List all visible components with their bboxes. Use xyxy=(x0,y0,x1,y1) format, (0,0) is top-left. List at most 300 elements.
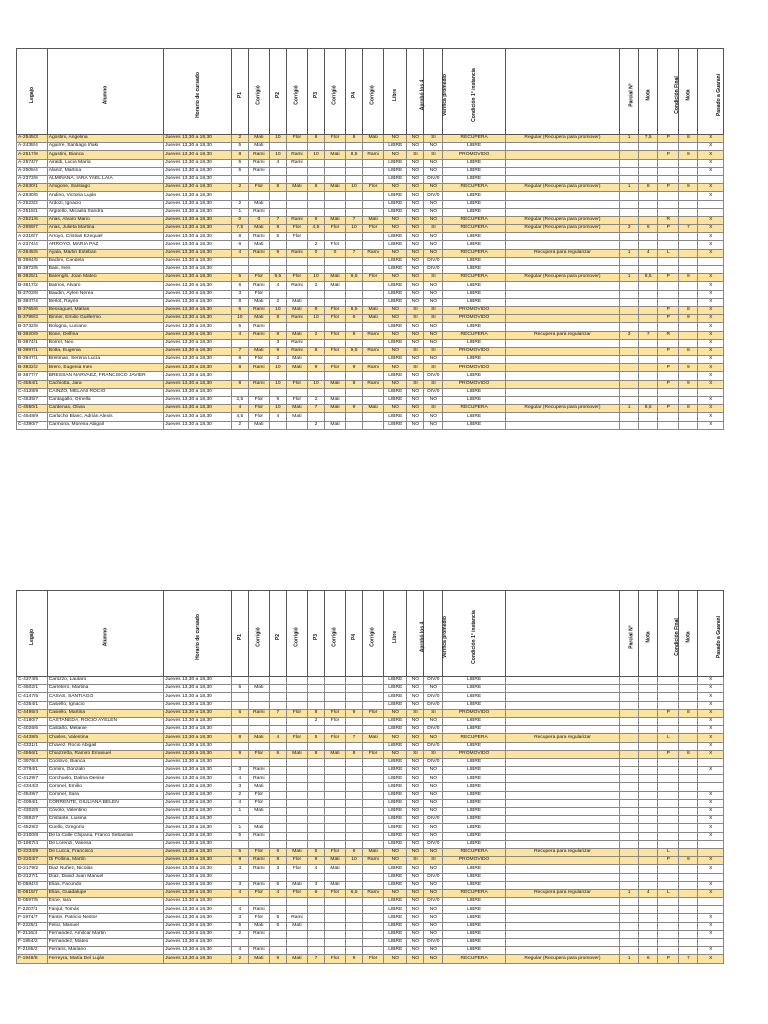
cell-corrigio-p2: Flor xyxy=(286,889,307,897)
cell-nota-final xyxy=(679,397,698,405)
cell-alumno: CORRENTE, GIULIANA BELEN xyxy=(47,799,163,807)
table-row xyxy=(17,413,724,421)
cell-nota-final xyxy=(679,799,698,807)
cell-horario: Jueves 13,30 a 18,30 xyxy=(164,758,232,766)
cell-verifica-promedio: NO xyxy=(424,241,443,249)
header-nota-parcial xyxy=(639,591,658,677)
cell-parcial-n: 1 xyxy=(620,274,639,282)
cell-corrigio-p1: Mati xyxy=(248,685,269,693)
cell-corrigio-p4: Flor xyxy=(363,955,384,963)
header-nota-final xyxy=(679,591,698,677)
cell-verifica-promedio: SI xyxy=(424,274,443,282)
cell-nota-parcial xyxy=(639,758,658,766)
header-parcial-n xyxy=(620,591,639,677)
cell-p2: 10 xyxy=(269,405,286,413)
cell-libre: NO xyxy=(384,331,407,339)
cell-p1: 2 xyxy=(231,930,248,938)
table-row xyxy=(17,159,724,167)
cell-p4 xyxy=(346,323,363,331)
cell-aprobo-los-4: NO xyxy=(407,216,424,224)
cell-condicion-final: L xyxy=(658,889,679,897)
cell-parcial-n: 1 xyxy=(620,184,639,192)
cell-p1: 5 xyxy=(231,323,248,331)
cell-p4 xyxy=(346,257,363,265)
cell-horario: Jueves 13,30 a 18,30 xyxy=(164,693,232,701)
cell-aprobo-los-4: SI xyxy=(407,380,424,388)
cell-p3 xyxy=(308,413,325,421)
cell-corrigio-p1: Rami xyxy=(248,857,269,865)
cell-observacion xyxy=(505,413,619,421)
cell-p1: 8 xyxy=(231,364,248,372)
cell-p3: 2 xyxy=(308,241,325,249)
cell-aprobo-los-4: NO xyxy=(407,685,424,693)
cell-aprobo-los-4: NO xyxy=(407,167,424,175)
cell-aprobo-los-4: NO xyxy=(407,758,424,766)
header-aprobo-los-4 xyxy=(407,49,424,135)
table-row xyxy=(17,947,724,955)
cell-nota-final xyxy=(679,930,698,938)
cell-corrigio-p2 xyxy=(286,200,307,208)
cell-legajo: B-3732/5 xyxy=(17,323,48,331)
cell-p3: 2 xyxy=(308,397,325,405)
cell-p1: 4 xyxy=(231,249,248,257)
cell-aprobo-los-4: NO xyxy=(407,701,424,709)
cell-verifica-promedio: NO xyxy=(424,734,443,742)
cell-nota-final xyxy=(679,249,698,257)
cell-p4 xyxy=(346,947,363,955)
cell-nota-final xyxy=(679,372,698,380)
cell-nota-final xyxy=(679,898,698,906)
cell-condicion-1-instancia: RECUPERA xyxy=(443,249,505,257)
cell-pasado-a-guarani: X xyxy=(698,824,724,832)
cell-p4 xyxy=(346,200,363,208)
cell-verifica-promedio: NO xyxy=(424,808,443,816)
cell-p1: 4 xyxy=(231,889,248,897)
cell-corrigio-p4 xyxy=(363,881,384,889)
cell-verifica-promedio: DIV/0 xyxy=(424,840,443,848)
cell-observacion xyxy=(505,906,619,914)
cell-condicion-final xyxy=(658,233,679,241)
header-label: Corrigió xyxy=(293,84,300,105)
cell-nota-final: 8 xyxy=(679,347,698,355)
cell-legajo: B-3920/9 xyxy=(17,331,48,339)
cell-observacion xyxy=(505,306,619,314)
cell-corrigio-p1: Mati xyxy=(248,955,269,963)
cell-nota-parcial xyxy=(639,323,658,331)
cell-horario: Jueves 13,30 a 18,30 xyxy=(164,939,232,947)
cell-alumno: Arroyo, Cristian Ezequiel xyxy=(47,233,163,241)
table-row xyxy=(17,290,724,298)
cell-pasado-a-guarani: X xyxy=(698,339,724,347)
cell-p4 xyxy=(346,832,363,840)
cell-pasado-a-guarani: X xyxy=(698,397,724,405)
cell-corrigio-p1: Rami xyxy=(248,208,269,216)
cell-nota-parcial: 8 xyxy=(639,184,658,192)
cell-horario: Jueves 13,30 a 18,30 xyxy=(164,840,232,848)
cell-p1: 4 xyxy=(231,331,248,339)
cell-p4 xyxy=(346,767,363,775)
cell-p1 xyxy=(231,192,248,200)
cell-verifica-promedio: SI xyxy=(424,315,443,323)
cell-nota-final xyxy=(679,233,698,241)
cell-p3: 2 xyxy=(308,282,325,290)
cell-parcial-n xyxy=(620,364,639,372)
cell-nota-parcial xyxy=(639,865,658,873)
header-label: P1 xyxy=(236,91,243,98)
cell-corrigio-p4 xyxy=(363,717,384,725)
cell-nota-final: 9 xyxy=(679,315,698,323)
cell-corrigio-p2: Mati xyxy=(286,922,307,930)
cell-p3 xyxy=(308,257,325,265)
cell-corrigio-p3 xyxy=(324,167,345,175)
table-row xyxy=(17,889,724,897)
cell-libre: NO xyxy=(384,151,407,159)
cell-nota-parcial xyxy=(639,816,658,824)
cell-aprobo-los-4: NO xyxy=(407,717,424,725)
table-row xyxy=(17,930,724,938)
cell-verifica-promedio: NO xyxy=(424,717,443,725)
cell-legajo: A-2574/7 xyxy=(17,159,48,167)
cell-aprobo-los-4: SI xyxy=(407,306,424,314)
cell-alumno: Fanjul, Tomás xyxy=(47,906,163,914)
header-legajo xyxy=(17,49,48,135)
cell-verifica-promedio: NO xyxy=(424,167,443,175)
cell-verifica-promedio: SI xyxy=(424,750,443,758)
cell-corrigio-p3: Flor xyxy=(324,241,345,249)
cell-condicion-final xyxy=(658,323,679,331)
cell-nota-parcial xyxy=(639,709,658,717)
cell-corrigio-p3 xyxy=(324,783,345,791)
cell-p2 xyxy=(269,791,286,799)
cell-parcial-n xyxy=(620,767,639,775)
cell-alumno: Cantagallo, Ornella xyxy=(47,397,163,405)
cell-parcial-n xyxy=(620,873,639,881)
cell-corrigio-p4 xyxy=(363,701,384,709)
header-horario xyxy=(164,591,232,677)
cell-corrigio-p1: Rami xyxy=(248,364,269,372)
cell-nota-final xyxy=(679,192,698,200)
cell-aprobo-los-4: NO xyxy=(407,726,424,734)
cell-legajo: C-4564/1 xyxy=(17,380,48,388)
cell-p3 xyxy=(308,767,325,775)
cell-libre: LIBRE xyxy=(384,200,407,208)
cell-p1: 4 xyxy=(231,405,248,413)
cell-nota-parcial xyxy=(639,734,658,742)
cell-alumno: Barrios, Alvaro xyxy=(47,282,163,290)
cell-pasado-a-guarani: X xyxy=(698,685,724,693)
cell-condicion-final: P xyxy=(658,750,679,758)
cell-p1: 3 xyxy=(231,881,248,889)
cell-nota-final xyxy=(679,241,698,249)
cell-aprobo-los-4: NO xyxy=(407,175,424,183)
cell-alumno: Agostini, Angelina xyxy=(47,135,163,143)
cell-corrigio-p2: Flor xyxy=(286,274,307,282)
cell-p3: 4,5 xyxy=(308,225,325,233)
cell-corrigio-p3: Flor xyxy=(324,364,345,372)
header-p2 xyxy=(269,49,286,135)
cell-p2: 9 xyxy=(269,347,286,355)
cell-condicion-final xyxy=(658,159,679,167)
cell-corrigio-p4 xyxy=(363,208,384,216)
cell-corrigio-p3: Flor xyxy=(324,347,345,355)
cell-nota-parcial xyxy=(639,413,658,421)
cell-p2: 4 xyxy=(269,282,286,290)
cell-p3: 0 xyxy=(308,249,325,257)
cell-corrigio-p1: Rami xyxy=(248,323,269,331)
cell-corrigio-p2: Mati xyxy=(286,413,307,421)
cell-parcial-n xyxy=(620,758,639,766)
cell-legajo: C-4026/6 xyxy=(17,726,48,734)
cell-legajo: C-3794/1 xyxy=(17,767,48,775)
cell-parcial-n: 1 xyxy=(620,405,639,413)
cell-verifica-promedio: SI xyxy=(424,306,443,314)
cell-pasado-a-guarani: X xyxy=(698,750,724,758)
cell-corrigio-p2: Flor xyxy=(286,865,307,873)
cell-p4: 7 xyxy=(346,216,363,224)
cell-horario: Jueves 13,30 a 18,30 xyxy=(164,225,232,233)
cell-p1 xyxy=(231,266,248,274)
cell-alumno: Ferraris, Mariano xyxy=(47,947,163,955)
cell-condicion-1-instancia: LIBRE xyxy=(443,397,505,405)
cell-aprobo-los-4: NO xyxy=(407,947,424,955)
cell-verifica-promedio: NO xyxy=(424,249,443,257)
cell-horario: Jueves 13,30 a 18,30 xyxy=(164,750,232,758)
cell-corrigio-p2 xyxy=(286,799,307,807)
cell-nota-final: 7 xyxy=(679,955,698,963)
cell-pasado-a-guarani xyxy=(698,848,724,856)
cell-p4: 9 xyxy=(346,364,363,372)
cell-aprobo-los-4: NO xyxy=(407,257,424,265)
cell-nota-parcial xyxy=(639,775,658,783)
header-label: Horario de cursado xyxy=(194,71,201,118)
cell-p1: 6 xyxy=(231,709,248,717)
cell-verifica-promedio: NO xyxy=(424,208,443,216)
cell-aprobo-los-4: NO xyxy=(407,184,424,192)
cell-p3 xyxy=(308,791,325,799)
cell-p1: 8 xyxy=(231,298,248,306)
cell-p1 xyxy=(231,693,248,701)
cell-pasado-a-guarani xyxy=(698,257,724,265)
cell-p4 xyxy=(346,413,363,421)
cell-corrigio-p2: Rami xyxy=(286,249,307,257)
cell-libre: LIBRE xyxy=(384,421,407,429)
cell-nota-final xyxy=(679,685,698,693)
cell-p3 xyxy=(308,726,325,734)
cell-nota-parcial xyxy=(639,857,658,865)
header-libre xyxy=(384,49,407,135)
cell-horario: Jueves 13,30 a 18,30 xyxy=(164,421,232,429)
cell-corrigio-p2: Mati xyxy=(286,298,307,306)
table-row xyxy=(17,315,724,323)
cell-corrigio-p1: Mati xyxy=(248,143,269,151)
cell-pasado-a-guarani: X xyxy=(698,159,724,167)
table-row xyxy=(17,380,724,388)
header-row xyxy=(17,591,724,677)
cell-horario: Jueves 13,30 a 18,30 xyxy=(164,233,232,241)
cell-libre: LIBRE xyxy=(384,808,407,816)
cell-corrigio-p1 xyxy=(248,840,269,848)
cell-corrigio-p2: Mati xyxy=(286,955,307,963)
cell-aprobo-los-4: NO xyxy=(407,930,424,938)
cell-horario: Jueves 13,30 a 18,30 xyxy=(164,881,232,889)
cell-p2: 4 xyxy=(269,159,286,167)
cell-condicion-1-instancia: PROMOVIDO xyxy=(443,857,505,865)
cell-aprobo-los-4: NO xyxy=(407,356,424,364)
cell-pasado-a-guarani: X xyxy=(698,955,724,963)
cell-p2 xyxy=(269,717,286,725)
cell-pasado-a-guarani: X xyxy=(698,356,724,364)
cell-observacion xyxy=(505,143,619,151)
cell-corrigio-p1: Mati xyxy=(248,824,269,832)
header-libre xyxy=(384,591,407,677)
cell-aprobo-los-4: SI xyxy=(407,315,424,323)
cell-aprobo-los-4: NO xyxy=(407,906,424,914)
cell-p4: 9,5 xyxy=(346,347,363,355)
cell-nota-parcial xyxy=(639,848,658,856)
header-label: Corrigió xyxy=(331,84,338,105)
cell-p3: 9 xyxy=(308,135,325,143)
cell-corrigio-p1 xyxy=(248,677,269,685)
cell-verifica-promedio: NO xyxy=(424,848,443,856)
cell-nota-final xyxy=(679,791,698,799)
cell-nota-parcial xyxy=(639,372,658,380)
cell-horario: Jueves 13,30 a 18,30 xyxy=(164,282,232,290)
cell-legajo: C-4549/7 xyxy=(17,791,48,799)
cell-corrigio-p1: Mati xyxy=(248,241,269,249)
cell-corrigio-p1 xyxy=(248,742,269,750)
cell-condicion-1-instancia: LIBRE xyxy=(443,290,505,298)
cell-observacion xyxy=(505,159,619,167)
cell-nota-parcial xyxy=(639,783,658,791)
cell-condicion-1-instancia: RECUPERA xyxy=(443,135,505,143)
cell-condicion-1-instancia: LIBRE xyxy=(443,808,505,816)
cell-verifica-promedio: NO xyxy=(424,775,443,783)
cell-legajo: B-3897/1 xyxy=(17,347,48,355)
cell-corrigio-p3 xyxy=(324,791,345,799)
header-p4 xyxy=(346,49,363,135)
cell-observacion xyxy=(505,799,619,807)
cell-corrigio-p4 xyxy=(363,323,384,331)
cell-p3: 7 xyxy=(308,405,325,413)
cell-libre: LIBRE xyxy=(384,930,407,938)
cell-alumno: Elías, Facundo xyxy=(47,881,163,889)
cell-corrigio-p4: Rami xyxy=(363,151,384,159)
cell-verifica-promedio: DIV/0 xyxy=(424,939,443,947)
cell-verifica-promedio: NO xyxy=(424,922,443,930)
cell-p2 xyxy=(269,167,286,175)
header-pasado-a-guarani xyxy=(698,591,724,677)
cell-parcial-n xyxy=(620,677,639,685)
cell-alumno: Berlot, Rayén xyxy=(47,298,163,306)
cell-corrigio-p3 xyxy=(324,143,345,151)
cell-p3 xyxy=(308,898,325,906)
cell-nota-parcial xyxy=(639,939,658,947)
cell-parcial-n xyxy=(620,848,639,856)
cell-corrigio-p1: Flor xyxy=(248,290,269,298)
cell-corrigio-p4 xyxy=(363,167,384,175)
cell-alumno: Cocilovo, Bianca xyxy=(47,758,163,766)
header-label: Verifica promedio xyxy=(442,73,449,116)
cell-p1: 2,5 xyxy=(231,397,248,405)
cell-parcial-n xyxy=(620,282,639,290)
cell-p4 xyxy=(346,906,363,914)
cell-corrigio-p2: Rami xyxy=(286,151,307,159)
cell-horario: Jueves 13,30 a 18,30 xyxy=(164,364,232,372)
cell-p4: 8,5 xyxy=(346,151,363,159)
cell-corrigio-p3 xyxy=(324,298,345,306)
cell-nota-parcial xyxy=(639,717,658,725)
cell-alumno: Alaniz, Martina xyxy=(47,167,163,175)
cell-corrigio-p3: Mati xyxy=(324,857,345,865)
cell-condicion-final xyxy=(658,266,679,274)
cell-condicion-1-instancia: LIBRE xyxy=(443,241,505,249)
cell-corrigio-p1: Flor xyxy=(248,397,269,405)
cell-pasado-a-guarani: X xyxy=(698,184,724,192)
cell-legajo: C-4374/5 xyxy=(17,677,48,685)
cell-parcial-n xyxy=(620,266,639,274)
cell-corrigio-p3 xyxy=(324,930,345,938)
cell-horario: Jueves 13,30 a 18,30 xyxy=(164,677,232,685)
header-label: Condición 1° instancia xyxy=(471,67,478,122)
cell-horario: Jueves 13,30 a 18,30 xyxy=(164,767,232,775)
cell-p2: 6 xyxy=(269,848,286,856)
cell-p2 xyxy=(269,824,286,832)
cell-pasado-a-guarani: X xyxy=(698,192,724,200)
cell-pasado-a-guarani: X xyxy=(698,832,724,840)
cell-aprobo-los-4: NO xyxy=(407,413,424,421)
cell-parcial-n xyxy=(620,832,639,840)
cell-p3 xyxy=(308,816,325,824)
cell-corrigio-p2: Rami xyxy=(286,339,307,347)
cell-p1: 5 xyxy=(231,848,248,856)
table-row xyxy=(17,922,724,930)
cell-p3 xyxy=(308,914,325,922)
cell-libre: NO xyxy=(384,709,407,717)
cell-horario: Jueves 13,30 a 18,30 xyxy=(164,331,232,339)
cell-corrigio-p4 xyxy=(363,742,384,750)
cell-legajo: C-4331/1 xyxy=(17,742,48,750)
grades-table-2 xyxy=(16,590,724,964)
cell-horario: Jueves 13,30 a 18,30 xyxy=(164,791,232,799)
cell-parcial-n: 1 xyxy=(620,249,639,257)
cell-aprobo-los-4: NO xyxy=(407,881,424,889)
cell-observacion xyxy=(505,175,619,183)
cell-p4: 9 xyxy=(346,135,363,143)
cell-p2 xyxy=(269,930,286,938)
cell-p3 xyxy=(308,783,325,791)
cell-alumno: Botta, Eugenia xyxy=(47,347,163,355)
cell-corrigio-p1 xyxy=(248,726,269,734)
cell-condicion-final xyxy=(658,701,679,709)
cell-aprobo-los-4: NO xyxy=(407,290,424,298)
header-label: Nota xyxy=(685,88,692,101)
cell-corrigio-p4 xyxy=(363,832,384,840)
cell-p1 xyxy=(231,898,248,906)
table-row xyxy=(17,249,724,257)
cell-observacion: Regular (Recupera para promover) xyxy=(505,405,619,413)
header-label: Aprobó los 4 xyxy=(419,79,426,110)
cell-legajo: C-4129/7 xyxy=(17,775,48,783)
cell-corrigio-p2 xyxy=(286,266,307,274)
cell-legajo: A-2630/1 xyxy=(17,184,48,192)
table-row xyxy=(17,758,724,766)
cell-pasado-a-guarani: X xyxy=(698,413,724,421)
cell-libre: NO xyxy=(384,216,407,224)
cell-legajo: F-2165/2 xyxy=(17,947,48,955)
cell-corrigio-p2: Mati xyxy=(286,405,307,413)
cell-p3: 6 xyxy=(308,889,325,897)
cell-alumno: Carmona, Morena Abigail xyxy=(47,421,163,429)
